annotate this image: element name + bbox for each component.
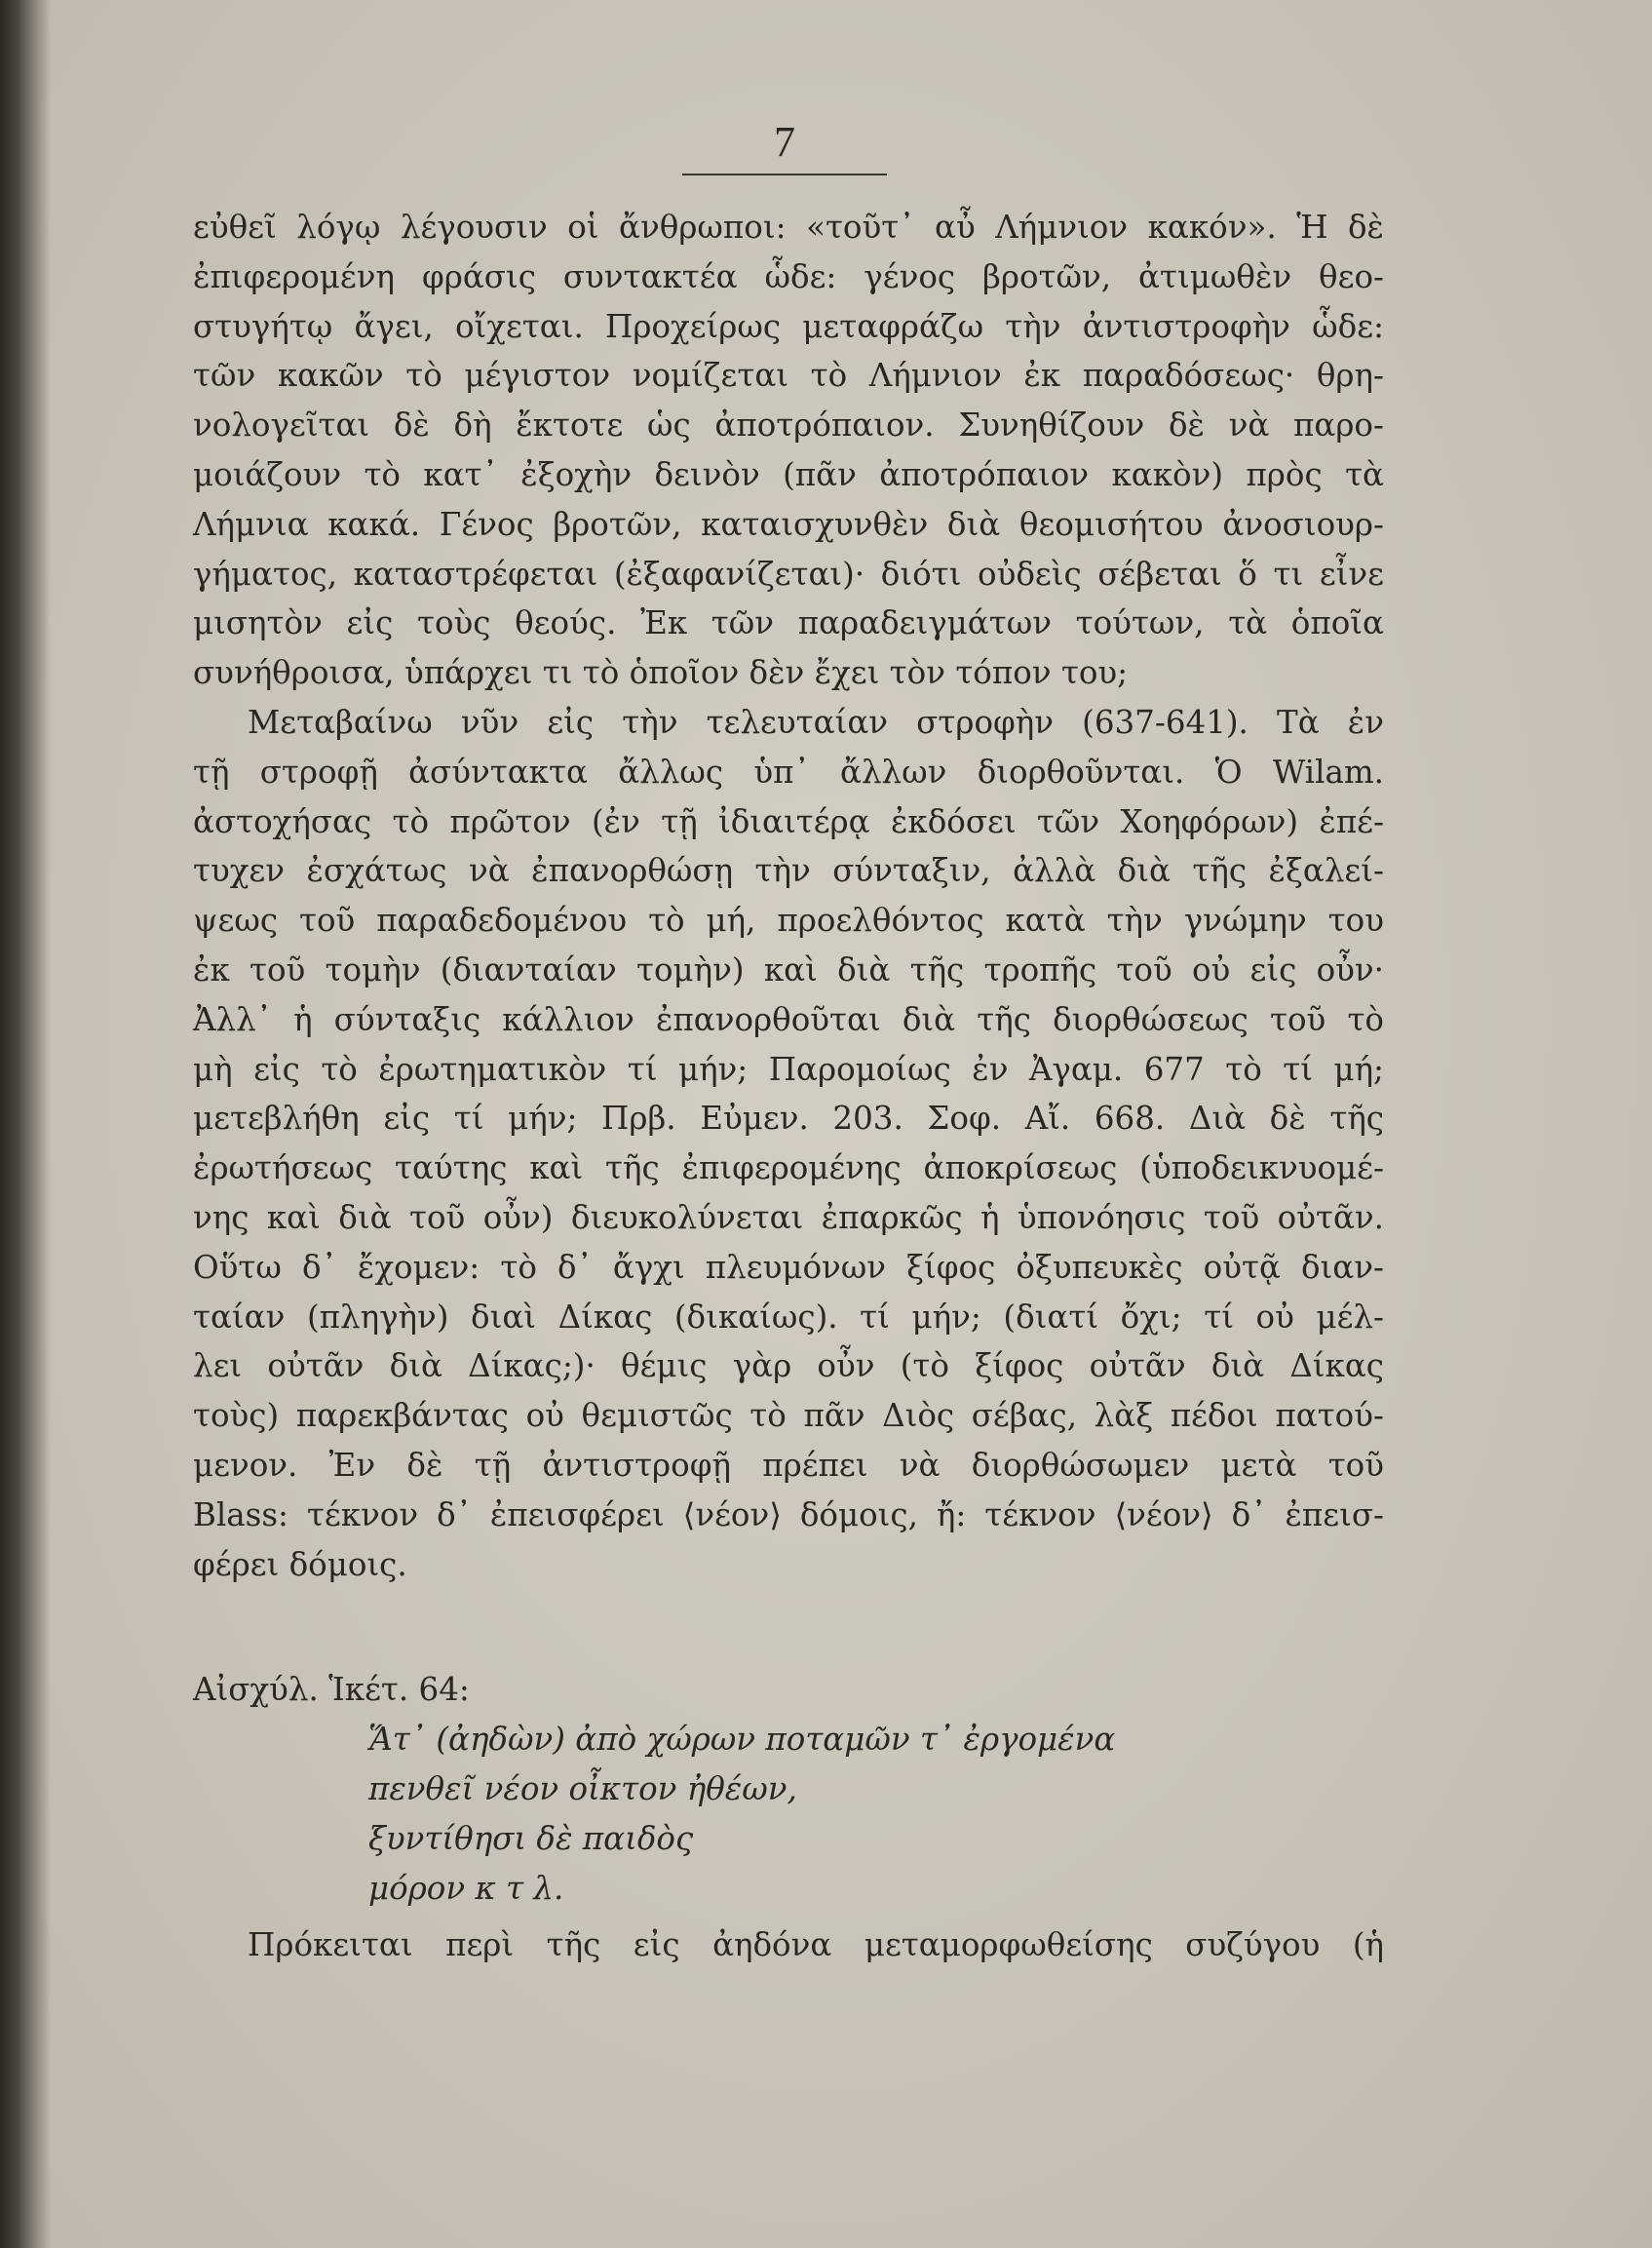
text-line: ἐπιφερομένη φράσις συντακτέα ὧδε: γένος βροτῶν, ἀτιμωθὲν θεο- xyxy=(193,257,1384,295)
binding-shadow xyxy=(0,0,51,2248)
text-line: τῇ στροφῇ ἀσύντακτα ἄλλως ὑπ᾽ ἄλλων διορθοῦνται. Ὁ Wilam. xyxy=(193,753,1384,791)
text-line: στυγήτῳ ἄγει, οἴχεται. Προχείρως μεταφράζω τὴν ἀντιστροφὴν ὧδε: xyxy=(193,307,1384,345)
text-line: μὴ εἰς τὸ ἐρωτηματικὸν τί μήν; Παρομοίως ἐν Ἀγαμ. 677 τὸ τί μή; xyxy=(193,1050,1384,1088)
text-line: μετεβλήθη εἰς τί μήν; Πρβ. Εὐμεν. 203. Σοφ. Αἴ. 668. Διὰ δὲ τῆς xyxy=(193,1100,1384,1138)
text-line: εὐθεῖ λόγῳ λέγουσιν οἱ ἄνθρωποι: «τοῦτ᾽ αὖ Λήμνιον κακόν». Ἡ δὲ xyxy=(193,209,1384,246)
text-line: Οὕτω δ᾽ ἔχομεν: τὸ δ᾽ ἄγχι πλευμόνων ξίφος ὀξυπευκὲς οὐτᾷ διαν- xyxy=(193,1248,1384,1286)
text-line: νης καὶ διὰ τοῦ οὖν) διευκολύνεται ἐπαρκῶς ἡ ὑπονόησις τοῦ οὐτᾶν. xyxy=(193,1198,1384,1236)
text-line: ἐκ τοῦ τομὴν (διανταίαν τομὴν) καὶ διὰ τῆς τροπῆς τοῦ οὐ εἰς οὖν· xyxy=(193,950,1384,988)
text-line: ψεως τοῦ παραδεδομένου τὸ μή, προελθόντος κατὰ τὴν γνώμην του xyxy=(193,902,1384,940)
text-line: νολογεῖται δὲ δὴ ἔκτοτε ὡς ἀποτρόπαιον. Συνηθίζουν δὲ νὰ παρο- xyxy=(193,407,1384,445)
text-line: τοὺς) παρεκβάντας οὐ θεμιστῶς τὸ πᾶν Διὸς σέβας, λὰξ πέδοι πατού- xyxy=(193,1397,1384,1435)
citation-heading: Αἰσχύλ. Ἱκέτ. 64: xyxy=(193,1671,470,1709)
text-line: τυχεν ἐσχάτως νὰ ἐπανορθώσῃ τὴν σύνταξιν, ἀλλὰ διὰ τῆς ἐξαλεί- xyxy=(193,852,1384,890)
text-line: ἀστοχήσας τὸ πρῶτον (ἐν τῇ ἰδιαιτέρᾳ ἐκδόσει τῶν Χοηφόρων) ἐπέ- xyxy=(193,802,1384,840)
verse-line: μόρον κ τ λ. xyxy=(368,1869,564,1907)
verse-line: πενθεῖ νέον οἶκτον ἠθέων, xyxy=(368,1769,797,1807)
text-line: γήματος, καταστρέφεται (ἐξαφανίζεται)· διότι οὐδεὶς σέβεται ὅ τι εἶνε xyxy=(193,555,1384,593)
body-text xyxy=(193,203,1384,1970)
text-line: συνήθροισα, ὑπάρχει τι τὸ ὁποῖον δὲν ἔχει τὸν τόπον του; xyxy=(193,654,1129,692)
text-line: μισητὸν εἰς τοὺς θεούς. Ἐκ τῶν παραδειγμάτων τούτων, τὰ ὁποῖα xyxy=(193,604,1384,642)
text-line: Μεταβαίνω νῦν εἰς τὴν τελευταίαν στροφὴν (637-641). Τὰ ἐν xyxy=(248,703,1384,741)
page-number: 7 xyxy=(774,118,795,166)
text-line: Blass: τέκνον δ᾽ ἐπεισφέρει ⟨νέον⟩ δόμοις, ἤ: τέκνον ⟨νέον⟩ δ᾽ ἐπεισ- xyxy=(193,1495,1384,1533)
verse-line: ξυντίθησι δὲ παιδὸς xyxy=(368,1819,694,1857)
text-line: ταίαν (πληγὴν) διαὶ Δίκας (δικαίως). τί μήν; (διατί ὄχι; τί οὐ μέλ- xyxy=(193,1298,1384,1336)
text-line: Λήμνια κακά. Γένος βροτῶν, καταισχυνθὲν διὰ θεομισήτου ἀνοσιουρ- xyxy=(193,505,1384,543)
text-line: Ἀλλ᾽ ἡ σύνταξις κάλλιον ἐπανορθοῦται διὰ τῆς διορθώσεως τοῦ τὸ xyxy=(193,1000,1384,1038)
verse-line: Ἅτ᾽ (ἀηδὼν) ἀπὸ χώρων ποταμῶν τ᾽ ἐργομένα xyxy=(368,1721,1116,1759)
text-line: τῶν κακῶν τὸ μέγιστον νομίζεται τὸ Λήμνιον ἐκ παραδόσεως· θρη- xyxy=(193,357,1384,395)
text-line: λει οὐτᾶν διὰ Δίκας;)· θέμις γὰρ οὖν (τὸ ξίφος οὐτᾶν διὰ Δίκας xyxy=(193,1347,1384,1385)
page-number-rule xyxy=(682,174,887,175)
text-line: μενον. Ἐν δὲ τῇ ἀντιστροφῇ πρέπει νὰ διορθώσωμεν μετὰ τοῦ xyxy=(193,1446,1384,1484)
text-line: μοιάζουν τὸ κατ᾽ ἐξοχὴν δεινὸν (πᾶν ἀποτρόπαιον κακὸν) πρὸς τὰ xyxy=(193,455,1384,493)
text-line: Πρόκειται περὶ τῆς εἰς ἀηδόνα μεταμορφωθείσης συζύγου (ἡ xyxy=(248,1926,1384,1964)
text-line: φέρει δόμοις. xyxy=(193,1545,407,1583)
text-line: ἐρωτήσεως ταύτης καὶ τῆς ἐπιφερομένης ἀποκρίσεως (ὑποδεικνυομέ- xyxy=(193,1149,1384,1187)
